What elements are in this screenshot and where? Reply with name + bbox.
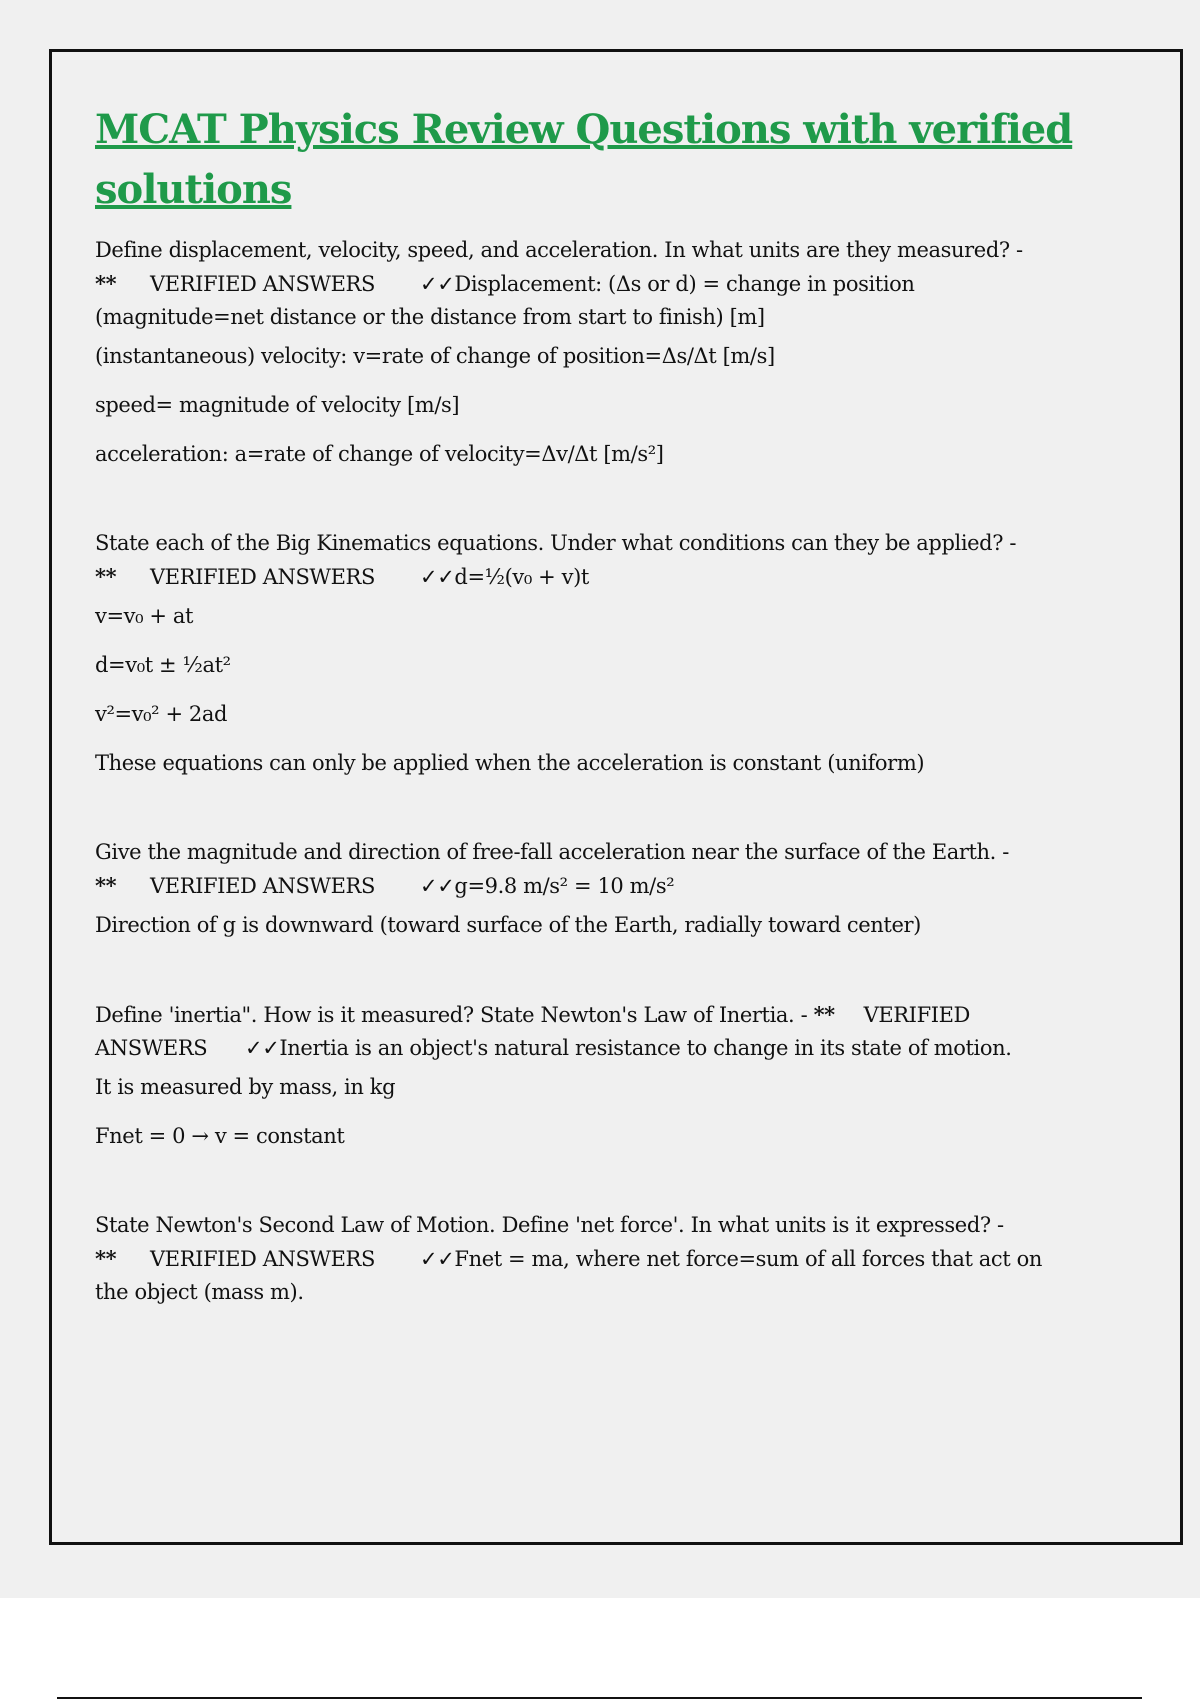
- qa-block: [95, 527, 1085, 780]
- stars-marker: **: [95, 1246, 117, 1271]
- verified-label: VERIFIED ANSWERS: [150, 565, 375, 589]
- answer-line: [95, 1242, 1085, 1276]
- answer-text: Fnet = ma, where net force=sum of all forces that act on: [454, 1247, 1042, 1271]
- verified-label: VERIFIED: [863, 1003, 970, 1027]
- qa-block: [95, 836, 1085, 942]
- stars-marker: **: [813, 1002, 835, 1027]
- qa-block: [95, 1209, 1085, 1309]
- stars-marker: **: [95, 564, 117, 589]
- check-icon: ✓✓: [420, 272, 455, 296]
- verified-label: VERIFIED ANSWERS: [150, 272, 375, 296]
- question-text: Define displacement, velocity, speed, and acceleration. In what units are they measured? -: [95, 238, 1023, 262]
- qa-block: [95, 234, 1085, 471]
- document-content: [95, 100, 1085, 1365]
- answer-paragraph: It is measured by mass, in kg: [95, 1075, 396, 1099]
- answer-text: Inertia is an object's natural resistance to change in its state of motion.: [279, 1036, 1012, 1060]
- answer-paragraph: v²=v₀² + 2ad: [95, 702, 228, 726]
- verified-label: VERIFIED ANSWERS: [150, 1247, 375, 1271]
- answer-paragraph: v=v₀ + at: [95, 604, 194, 628]
- answer-paragraph: (instantaneous) velocity: v=rate of change of position=Δs/Δt [m/s]: [95, 344, 775, 368]
- check-icon: ✓✓: [420, 565, 455, 589]
- answer-line: [95, 869, 1085, 903]
- answer-line: [95, 1032, 1085, 1065]
- answer-text: g=9.8 m/s² = 10 m/s²: [454, 874, 675, 898]
- check-icon: ✓✓: [245, 1036, 280, 1060]
- answer-paragraph: These equations can only be applied when the acceleration is constant (uniform): [95, 751, 925, 775]
- answer-paragraph: d=v₀t ± ½at²: [95, 653, 231, 677]
- answer-text: d=½(v₀ + v)t: [454, 565, 589, 589]
- answer-line: [95, 560, 1085, 594]
- qa-block: [95, 998, 1085, 1153]
- answer-continuation: (magnitude=net distance or the distance from start to finish) [m]: [95, 305, 765, 329]
- question-text: Give the magnitude and direction of free-fall acceleration near the surface of the Earth. -: [95, 840, 1009, 864]
- stars-marker: **: [95, 873, 117, 898]
- check-icon: ✓✓: [420, 1247, 455, 1271]
- next-page-area: [0, 1598, 1200, 1700]
- verified-label: VERIFIED ANSWERS: [150, 874, 375, 898]
- answer-paragraph: acceleration: a=rate of change of velocity=Δv/Δt [m/s²]: [95, 442, 664, 466]
- answer-line: [95, 267, 1085, 301]
- question-text: State Newton's Second Law of Motion. Define 'net force'. In what units is it expressed? -: [95, 1213, 1004, 1237]
- answer-paragraph: Direction of g is downward (toward surface of the Earth, radially toward center): [95, 913, 921, 937]
- question-text: Define 'inertia". How is it measured? State Newton's Law of Inertia. -: [95, 1003, 808, 1027]
- answer-paragraph: speed= magnitude of velocity [m/s]: [95, 393, 460, 417]
- page-divider: [57, 1697, 1142, 1699]
- answer-continuation: the object (mass m).: [95, 1280, 304, 1304]
- check-icon: ✓✓: [420, 874, 455, 898]
- question-text: State each of the Big Kinematics equations. Under what conditions can they be applied? -: [95, 531, 1017, 555]
- question-line: [95, 998, 1085, 1032]
- stars-marker: **: [95, 271, 117, 296]
- document-title: MCAT Physics Review Questions with verified solutions: [95, 106, 1073, 213]
- verified-label: ANSWERS: [95, 1036, 208, 1060]
- answer-text: Displacement: (Δs or d) = change in position: [454, 272, 915, 296]
- answer-paragraph: Fnet = 0 → v = constant: [95, 1124, 345, 1148]
